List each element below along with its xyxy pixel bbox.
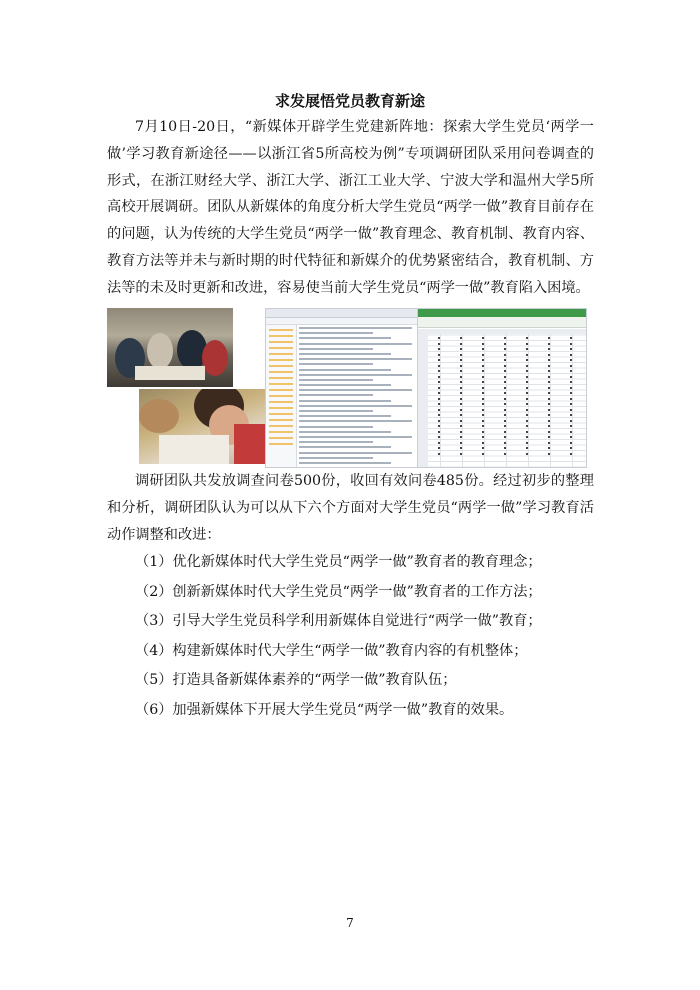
cell-mark: [438, 425, 440, 427]
cell-mark: [438, 354, 440, 356]
cell-mark: [526, 387, 528, 389]
cell-mark: [438, 403, 440, 405]
cell-mark: [504, 425, 506, 427]
cell-mark: [438, 376, 440, 378]
cell-mark: [526, 398, 528, 400]
cell-mark: [504, 420, 506, 422]
cell-mark: [504, 343, 506, 345]
cell-mark: [504, 337, 506, 339]
cell-mark: [526, 431, 528, 433]
cell-mark: [482, 354, 484, 356]
cell-mark: [460, 453, 462, 455]
cell-mark: [460, 431, 462, 433]
list-item: （3）引导大学生党员科学利用新媒体自觉进行“两学一做”教育；: [135, 613, 542, 630]
cell-mark: [482, 359, 484, 361]
cell-mark: [482, 403, 484, 405]
cell-mark: [548, 431, 550, 433]
cell-mark: [548, 398, 550, 400]
recommendation-list: [135, 548, 542, 726]
page-number: 7: [346, 916, 354, 930]
cell-mark: [570, 420, 572, 422]
cell-mark: [438, 392, 440, 394]
cell-mark: [526, 447, 528, 449]
cell-mark: [460, 447, 462, 449]
cell-mark: [548, 442, 550, 444]
cell-mark: [438, 365, 440, 367]
cell-mark: [548, 343, 550, 345]
cell-mark: [460, 425, 462, 427]
cell-mark: [504, 409, 506, 411]
cell-mark: [438, 442, 440, 444]
cell-mark: [482, 409, 484, 411]
cell-mark: [548, 365, 550, 367]
spreadsheet-screenshot: [417, 308, 587, 468]
cell-mark: [548, 392, 550, 394]
cell-mark: [504, 354, 506, 356]
list-item: （6）加强新媒体下开展大学生党员“两学一做”教育的效果。: [135, 701, 514, 718]
cell-mark: [504, 447, 506, 449]
cell-mark: [570, 409, 572, 411]
cell-mark: [438, 359, 440, 361]
cell-mark: [482, 370, 484, 372]
cell-mark: [504, 431, 506, 433]
cell-mark: [526, 453, 528, 455]
cell-mark: [504, 414, 506, 416]
cell-mark: [504, 403, 506, 405]
cell-mark: [482, 398, 484, 400]
cell-mark: [570, 343, 572, 345]
cell-mark: [526, 442, 528, 444]
cell-mark: [548, 403, 550, 405]
cell-mark: [460, 420, 462, 422]
cell-mark: [548, 425, 550, 427]
cell-mark: [526, 348, 528, 350]
cell-mark: [570, 348, 572, 350]
cell-mark: [570, 337, 572, 339]
photo-students-survey: [107, 308, 233, 387]
cell-mark: [526, 414, 528, 416]
cell-mark: [438, 409, 440, 411]
cell-mark: [526, 354, 528, 356]
cell-mark: [570, 381, 572, 383]
cell-mark: [548, 359, 550, 361]
cell-mark: [526, 370, 528, 372]
cell-mark: [482, 453, 484, 455]
cell-mark: [460, 381, 462, 383]
cell-mark: [504, 365, 506, 367]
cell-mark: [438, 348, 440, 350]
cell-mark: [482, 431, 484, 433]
cell-mark: [570, 398, 572, 400]
cell-mark: [504, 442, 506, 444]
cell-mark: [548, 354, 550, 356]
list-item: （1）优化新媒体时代大学生党员“两学一做”教育者的教育理念；: [135, 554, 542, 570]
cell-mark: [460, 343, 462, 345]
cell-mark: [504, 348, 506, 350]
cell-mark: [504, 453, 506, 455]
cell-mark: [548, 376, 550, 378]
cell-mark: [504, 392, 506, 394]
list-item: （4）构建新媒体时代大学生“两学一做”教育内容的有机整体；: [135, 642, 528, 659]
cell-mark: [460, 370, 462, 372]
cell-mark: [504, 370, 506, 372]
cell-mark: [526, 420, 528, 422]
cell-mark: [482, 387, 484, 389]
cell-mark: [548, 420, 550, 422]
cell-mark: [438, 431, 440, 433]
cell-mark: [482, 343, 484, 345]
cell-mark: [526, 343, 528, 345]
cell-mark: [548, 447, 550, 449]
cell-mark: [438, 381, 440, 383]
cell-mark: [548, 387, 550, 389]
file-explorer-screenshot: [265, 308, 425, 468]
cell-mark: [570, 436, 572, 438]
cell-mark: [482, 381, 484, 383]
cell-mark: [460, 387, 462, 389]
photo-child-writing: [139, 389, 265, 464]
cell-mark: [548, 436, 550, 438]
cell-mark: [570, 414, 572, 416]
cell-mark: [482, 337, 484, 339]
cell-mark: [548, 453, 550, 455]
cell-mark: [460, 442, 462, 444]
cell-mark: [504, 359, 506, 361]
cell-mark: [460, 403, 462, 405]
cell-mark: [438, 370, 440, 372]
list-item: （5）打造具备新媒体素养的“两学一做”教育队伍；: [135, 672, 457, 689]
cell-mark: [504, 398, 506, 400]
intro-paragraph: 7月10日-20日，“新媒体开辟学生党建新阵地：探索大学生党员‘两学一做’学习教育新途径——以浙江省5所高校为例”专项调研团队采用问卷调查的形式，在浙江财经大学、浙江大学、浙江工业大学、宁波大学和温州大学5所高校开展调研。团队从新媒体的角度分析大学生党员“两学一做”教育目前存在的问题，认为传统的大学生党员“两学一做”教育理念、教育机制、教育内容、教育方法等并未与新时期的时代特征和新媒介的优势紧密结合，教育机制、方法等的未及时更新和改进，容易使当前大学生党员“两学一做”教育陷入困境。: [107, 119, 594, 296]
cell-mark: [460, 409, 462, 411]
cell-mark: [570, 365, 572, 367]
cell-mark: [526, 392, 528, 394]
cell-mark: [570, 370, 572, 372]
cell-mark: [482, 348, 484, 350]
cell-mark: [570, 447, 572, 449]
results-paragraph: 调研团队共发放调查问卷500份，收回有效问卷485份。经过初步的整理和分析，调研团队认为可以从下六个方面对大学生党员“两学一做”学习教育活动作调整和改进：: [107, 473, 594, 543]
cell-mark: [438, 420, 440, 422]
cell-mark: [526, 376, 528, 378]
cell-mark: [460, 354, 462, 356]
cell-mark: [570, 354, 572, 356]
cell-mark: [548, 348, 550, 350]
cell-mark: [438, 414, 440, 416]
cell-mark: [482, 436, 484, 438]
cell-mark: [548, 370, 550, 372]
list-item: （2）创新新媒体时代大学生党员“两学一做”教育者的工作方法；: [135, 583, 542, 600]
cell-mark: [504, 387, 506, 389]
cell-mark: [460, 436, 462, 438]
cell-mark: [460, 376, 462, 378]
cell-mark: [438, 387, 440, 389]
cell-mark: [482, 414, 484, 416]
cell-mark: [526, 359, 528, 361]
cell-mark: [570, 376, 572, 378]
cell-mark: [504, 381, 506, 383]
cell-mark: [570, 392, 572, 394]
cell-mark: [526, 436, 528, 438]
cell-mark: [548, 414, 550, 416]
cell-mark: [482, 447, 484, 449]
cell-mark: [548, 381, 550, 383]
page-title: 求发展悟党员教育新途: [274, 92, 425, 110]
cell-mark: [460, 359, 462, 361]
cell-mark: [460, 398, 462, 400]
cell-mark: [526, 381, 528, 383]
cell-mark: [482, 365, 484, 367]
cell-mark: [438, 337, 440, 339]
cell-mark: [438, 436, 440, 438]
cell-mark: [526, 365, 528, 367]
cell-mark: [482, 425, 484, 427]
cell-mark: [482, 392, 484, 394]
cell-mark: [482, 420, 484, 422]
cell-mark: [526, 409, 528, 411]
cell-mark: [570, 442, 572, 444]
cell-mark: [460, 392, 462, 394]
cell-mark: [526, 425, 528, 427]
cell-mark: [438, 343, 440, 345]
cell-mark: [460, 337, 462, 339]
cell-mark: [526, 403, 528, 405]
cell-mark: [438, 453, 440, 455]
cell-mark: [548, 337, 550, 339]
cell-mark: [570, 453, 572, 455]
cell-mark: [570, 431, 572, 433]
cell-mark: [460, 414, 462, 416]
cell-mark: [482, 442, 484, 444]
cell-mark: [548, 409, 550, 411]
cell-mark: [438, 398, 440, 400]
cell-mark: [460, 365, 462, 367]
cell-mark: [460, 348, 462, 350]
cell-mark: [570, 387, 572, 389]
cell-mark: [504, 376, 506, 378]
cell-mark: [570, 359, 572, 361]
cell-mark: [570, 425, 572, 427]
cell-mark: [482, 376, 484, 378]
cell-mark: [438, 447, 440, 449]
cell-mark: [526, 337, 528, 339]
cell-mark: [570, 403, 572, 405]
cell-mark: [504, 436, 506, 438]
